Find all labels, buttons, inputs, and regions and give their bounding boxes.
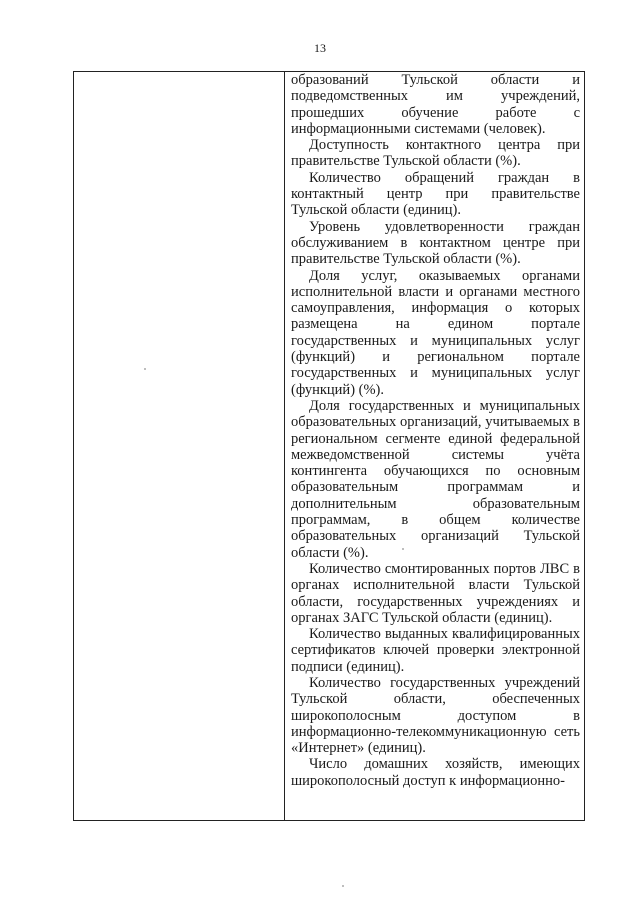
indicator-paragraph: Количество выданных квалифицированных сертификатов ключей проверки электронной подписи (единиц). <box>291 626 580 675</box>
indicator-paragraph: Количество обращений граждан в контактный центр при правительстве Тульской области (единиц). <box>291 169 580 219</box>
indicator-paragraph: образований Тульской области и подведомственных им учреждений, прошедших обучение работе с информационными системами (человек). <box>291 72 580 137</box>
scan-speck <box>342 885 344 887</box>
indicator-paragraph: Доступность контактного центра при правительстве Тульской области (%). <box>291 137 580 170</box>
indicator-paragraph: Доля услуг, оказываемых органами исполнительной власти и органами местного самоуправления, информация о которых размещена на едином портале государственных и муниципальных услуг (функций) и региональном портале государственных и муниципальных услуг (функций) (%). <box>291 267 580 398</box>
table-right-column <box>291 72 580 789</box>
indicator-table <box>73 71 585 821</box>
scan-speck <box>402 548 404 550</box>
indicator-paragraph: Количество смонтированных портов ЛВС в органах исполнительной власти Тульской области, государственных учреждениях и органах ЗАГС Тульской области (единиц). <box>291 560 580 626</box>
scan-speck <box>144 368 146 370</box>
table-left-column <box>74 72 285 820</box>
indicator-paragraph: Уровень удовлетворенности граждан обслуживанием в контактном центре при правительстве Тульской области (%). <box>291 218 580 268</box>
indicator-paragraph: Количество государственных учреждений Тульской области, обеспеченных широкополосным доступом в информационно-телекоммуникационную сеть «Интернет» (единиц). <box>291 674 580 757</box>
indicator-paragraph: Число домашних хозяйств, имеющих широкополосный доступ к информационно- <box>291 756 580 789</box>
indicator-paragraph: Доля государственных и муниципальных образовательных организаций, учитываемых в региональном сегменте единой федеральной межведомственной системы учёта контингента обучающихся по основным образовательным программам и дополнительным образовательным программам, в общем количестве образовательных организаций Тульской области (%). <box>291 397 580 561</box>
page-number: 13 <box>314 41 326 55</box>
